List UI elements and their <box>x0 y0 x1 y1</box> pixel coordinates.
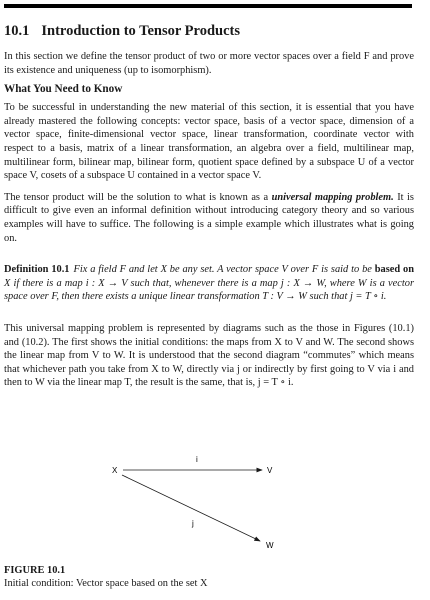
diagram-explanation-paragraph: This universal mapping problem is represented by diagrams such as the those in Figures (10.1) and (10.2). The first shows the initial conditions: the maps from X to V and W. The second shows the linear map from V to W. It is understood that the second diagram “commutes” which means that whichever path you take from X to W, directly via j or indirectly by first going to V via i and then to W via the linear map T, the result is the same, that is, j = T ∘ i. <box>4 322 414 389</box>
section-title: Introduction to Tensor Products <box>41 23 240 39</box>
universal-mapping-term: universal mapping problem. <box>271 191 394 203</box>
arrow-j <box>122 475 260 541</box>
universal-mapping-paragraph: The tensor product will be the solution to what is known as a universal mapping problem. It is difficult to give even an informal definition without introducing category theory and so various examples will have to suffice. The following is a simple example which illustrates what is going on. <box>4 191 414 244</box>
section-number: 10.1 <box>4 23 30 39</box>
need-to-know-paragraph: To be successful in understanding the new material of this section, it is essential that you have already mastered the following concepts: vector space, basis of a vector space, dimension of a vector space, finite-dimensional vector space, linear transformation, coordinate vector with respect to a basis, matrix of a linear transformation, an algebra over a field, multilinear map, multilinear form, bilinear map, bilinear form, quotient space defined by a subspace U of a vector space V, cosets of a subspace U contained in a vector space V. <box>4 102 414 182</box>
definition-10-1: Definition 10.1 Fix a field F and let X be any set. A vector space V over F is said to be based on X if there is a map i : X → V such that, whenever there is a map j : X → W, where W is a vector space over F, then there exists a unique linear transformation T : V → W such that j = T ∘ i. <box>4 264 415 303</box>
page-content <box>4 22 414 390</box>
node-x: X <box>112 466 118 475</box>
figure-label: FIGURE 10.1 <box>4 565 66 576</box>
figure-10-1-diagram <box>0 428 430 553</box>
figure-caption: Initial condition: Vector space based on the set X <box>4 578 208 589</box>
need-to-know-heading: What You Need to Know <box>4 83 123 96</box>
section-heading <box>4 22 414 40</box>
arrow-j-label: j <box>192 519 194 528</box>
node-v: V <box>267 466 273 475</box>
intro-paragraph: In this section we define the tensor product of two or more vector spaces over a field F and prove its existence and uniqueness (up to isomorphism). <box>4 51 414 76</box>
node-w: W <box>266 541 274 550</box>
arrow-i-label: i <box>196 455 198 464</box>
definition-label: Definition 10.1 <box>4 264 70 276</box>
based-on-term: based on <box>374 264 415 276</box>
top-rule <box>4 4 412 8</box>
